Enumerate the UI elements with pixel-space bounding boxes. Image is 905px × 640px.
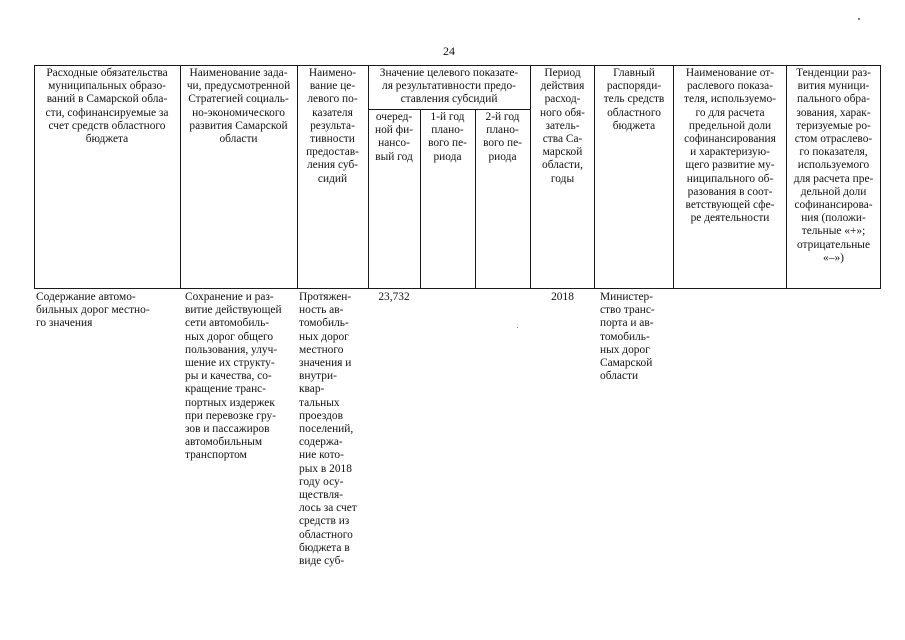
- header-development-trends: Тенденции раз- вития муници- пального обра- зования, харак- теризуемые ро- стом отраслево- го показателя, используемого для расчета пре- дельной доли софинансирова- ния (положи- тельные «+»; отрицательные «–»): [793, 67, 874, 264]
- table-col-divider: [297, 65, 298, 289]
- table-col-divider: [880, 65, 881, 289]
- table-header-bottom-border: [34, 288, 881, 289]
- subheader-planning-year-2: 2-й год плано- вого пе- риода: [483, 111, 522, 163]
- table-top-border: [34, 65, 881, 66]
- table-col-divider: [530, 65, 531, 289]
- header-task-name: Наименование зада- чи, предусмотренной Стратегией социаль- но-экономического развития Самарской области: [186, 67, 291, 146]
- row-obligation: Содержание автомо- бильных дорог местно- го значения: [36, 291, 150, 330]
- header-target-indicator-name: Наимено- вание це- левого по- казателя результа- тивности предостав- ления суб- сидий: [306, 67, 359, 185]
- table-col-divider: [673, 65, 674, 289]
- page-number: 24: [443, 44, 455, 58]
- table-col-divider: [786, 65, 787, 289]
- row-period: 2018: [551, 291, 574, 303]
- header-chief-administrator: Главный распоряди- тель средств областного бюджета: [603, 67, 665, 132]
- table-col-divider: [594, 65, 595, 289]
- subheader-current-fiscal-year: очеред- ной фи- нансо- вый год: [374, 111, 413, 163]
- header-obligation-period: Период действия расход- ного обя- затель- ства Са- марской области, годы: [540, 67, 585, 185]
- subheader-planning-year-1: 1-й год плано- вого пе- риода: [428, 111, 467, 163]
- table-col-divider: [180, 65, 181, 289]
- header-expense-obligations: Расходные обязательства муниципальных образо- ваний в Самарской обла- сти, софинансируемые за счет средств областного бюджета: [45, 67, 169, 146]
- header-sector-indicator: Наименование от- раслевого показа- теля, используемо- го для расчета предельной доли софинансирования и характеризую- щего развитие му- ниципального об- разования в соот- ветствующей сфе- ре деятельности: [684, 67, 776, 225]
- row-administrator: Министер- ство транс- порта и ав- томобиль- ных дорог Самарской области: [600, 291, 655, 383]
- header-target-indicator-value: Значение целевого показате- ля результативности предо- ставления субсидий: [379, 67, 519, 106]
- row-value-current-year: 23,732: [378, 291, 410, 303]
- table-subheader-divider: [368, 109, 530, 110]
- table-col-divider: [34, 65, 35, 289]
- scan-speck: [858, 18, 860, 20]
- scan-speck: [517, 327, 518, 328]
- row-task: Сохранение и раз- витие действующей сети автомобиль- ных дорог общего пользования, улуч- шение их структу- ры и качества, со- кращение транс- портных издержек при перевозке гру- зов и пассажиров автомобильным транспортом: [185, 291, 282, 462]
- row-indicator: Протяжен- ность ав- томобиль- ных дорог местного значения и внутри- квар- тальных проездов поселений, содержа- ние кото- рых в 2018 году осу- ществля- лось за счет средств из областного бюджета в виде суб-: [299, 291, 357, 568]
